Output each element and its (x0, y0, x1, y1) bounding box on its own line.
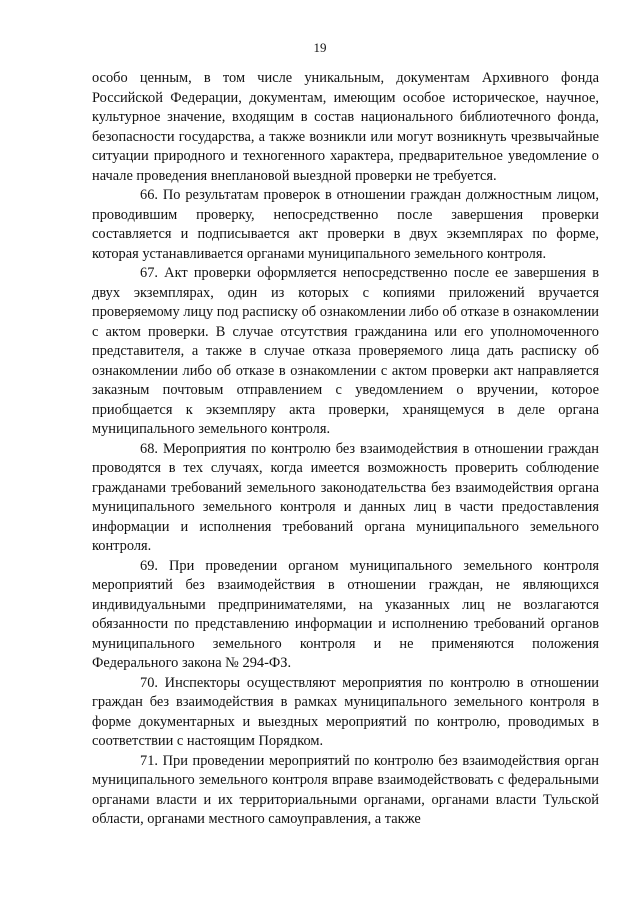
paragraph-66: 66. По результатам проверок в отношении граждан должностным лицом, проводившим проверку, непосредственно после завершения проверки составляется и подписывается акт проверки в двух экземплярах по форме, которая устанавливается органами муниципального земельного контроля. (92, 187, 599, 262)
paragraph-69: 69. При проведении органом муниципального земельного контроля мероприятий без взаимодействия в отношении граждан, не являющихся индивидуальными предпринимателями, на указанных лиц не возлагаются обязанности по представлению информации и исполнению требований органов муниципального земельного контроля и не применяются положения Федерального закона № 294-ФЗ. (92, 557, 599, 671)
document-body (92, 69, 599, 830)
paragraph-continuation: особо ценным, в том числе уникальным, документам Архивного фонда Российской Федерации, документам, имеющим особое историческое, научное, культурное значение, входящим в состав национального библиотечного фонда, безопасности государства, а также возникли или могут возникнуть чрезвычайные ситуации природного и техногенного характера, предварительное уведомление о начале проведения внеплановой выездной проверки не требуется. (92, 70, 599, 184)
page-number: 19 (313, 40, 327, 55)
paragraph-68: 68. Мероприятия по контролю без взаимодействия в отношении граждан проводятся в тех случаях, когда имеется возможность проверить соблюдение гражданами требований земельного законодательства без взаимодействия органа муниципального земельного контроля и данных лиц в части предоставления информации и исполнения требований органа муниципального земельного контроля. (92, 440, 599, 554)
paragraph-71: 71. При проведении мероприятий по контролю без взаимодействия орган муниципального земельного контроля вправе взаимодействовать с федеральными органами власти и их территориальными органами, органами власти Тульской области, органами местного самоуправления, а также (92, 752, 599, 827)
paragraph-70: 70. Инспекторы осуществляют мероприятия по контролю в отношении граждан без взаимодействия в рамках муниципального земельного контроля в форме документарных и выездных мероприятий по контролю, проводимых в соответствии с настоящим Порядком. (92, 674, 599, 749)
paragraph-67: 67. Акт проверки оформляется непосредственно после ее завершения в двух экземплярах, один из которых с копиями приложений вручается проверяемому лицу под расписку об ознакомлении либо об отказе в ознакомлении с актом проверки. В случае отсутствия гражданина или его уполномоченного представителя, а также в случае отказа проверяемого лица дать расписку об ознакомлении либо об отказе в ознакомлении с актом проверки акт направляется заказным почтовым отправлением с уведомлением о вручении, которое приобщается к экземпляру акта проверки, хранящемуся в деле органа муниципального земельного контроля. (92, 265, 599, 437)
